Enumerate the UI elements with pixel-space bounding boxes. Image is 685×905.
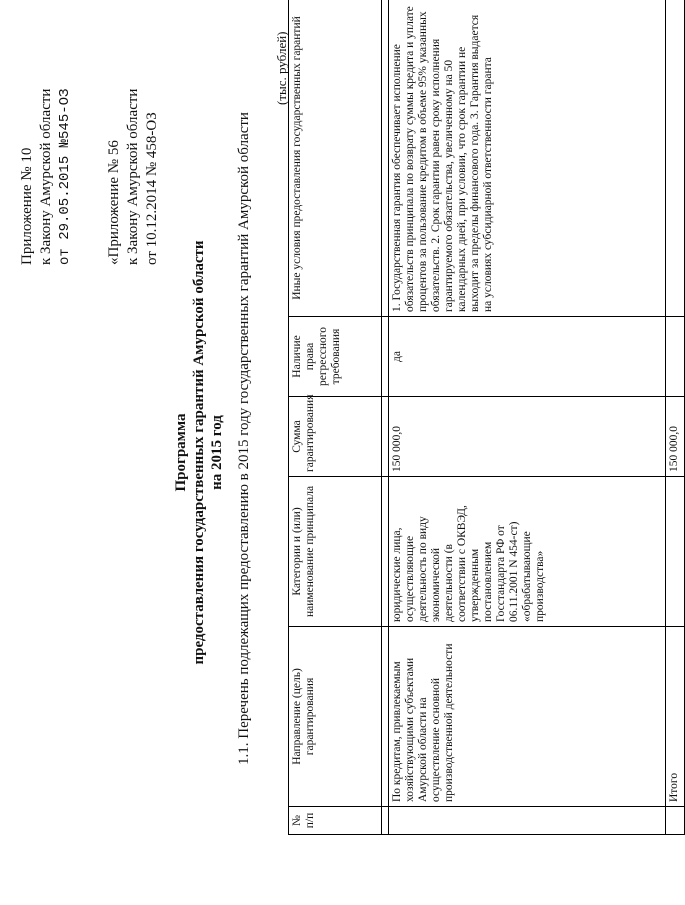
- units-label: (тыс. рублей): [274, 31, 289, 105]
- cell-principal: юридические лица, осуществляющие деятельность по виду экономической деятельности (в соответствии с ОКВЭД, утвержденным постановлением Госстандарта РФ от 06.11.2001 N 454-ст) «обрабатывающие производства»: [389, 477, 666, 627]
- previous-appendix-law-reference: к Закону Амурской области: [125, 88, 141, 265]
- total-label: Итого: [666, 627, 685, 807]
- program-title: [172, 0, 226, 905]
- column-header-purpose: Направление (цель) гарантирования: [289, 627, 382, 807]
- title-line-1: Программа: [173, 413, 189, 492]
- cell-conditions: 1. Государственная гарантия обеспечивает исполнение обязательств принципала по возврату суммы кредита и уплате процентов за пользование кредитом в объеме 95% указанных обязательств. 2. Срок гарантии равен сроку исполнения гарантируемого обязательства, увеличенному на 50 календарных дней, при условии, что срок гарантии не выходит за пределы финансового года. 3. Гарантия выдается на условиях субсидиарной ответственности гаранта: [389, 0, 666, 317]
- column-header-amount: Сумма гарантирования: [289, 397, 382, 477]
- table-total-row: [666, 0, 685, 835]
- appendix-number: Приложение № 10: [19, 147, 35, 265]
- appendix-law-reference: к Закону Амурской области: [38, 88, 54, 265]
- table-header-row: [289, 0, 382, 835]
- appendix-date-stamp: от 29.05.2015 №545-ОЗ: [57, 88, 73, 265]
- appendix-header: [18, 89, 75, 265]
- column-header-conditions: Иные условия предоставления государственных гарантий: [289, 0, 382, 317]
- title-line-2: предоставления государственных гарантий Амурской области: [191, 240, 207, 665]
- column-header-principal: Категории и (или) наименование принципала: [289, 477, 382, 627]
- guarantees-table: [288, 0, 685, 835]
- section-heading: 1.1. Перечень подлежащих предоставлению в 2015 году государственных гарантий Амурской области: [236, 112, 252, 765]
- table-row: [389, 0, 666, 835]
- column-header-regress: Наличие права регрессного требования: [289, 317, 382, 397]
- cell-purpose: По кредитам, привлекаемым хозяйствующими субъектами Амурской области на осуществление основной производственной деятельности: [389, 627, 666, 807]
- total-amount: 150 000,0: [666, 397, 685, 477]
- cell-regress: да: [389, 317, 666, 397]
- column-header-number: № п/п: [289, 807, 382, 835]
- cell-amount: 150 000,0: [389, 397, 666, 477]
- previous-appendix-header: [105, 89, 162, 265]
- cell-number: [389, 807, 666, 835]
- previous-appendix-number: «Приложение № 56: [106, 140, 122, 265]
- previous-appendix-date: от 10.12.2014 № 458-ОЗ: [144, 112, 160, 265]
- table-spacer-row: [382, 0, 389, 835]
- title-line-3: на 2015 год: [209, 415, 225, 490]
